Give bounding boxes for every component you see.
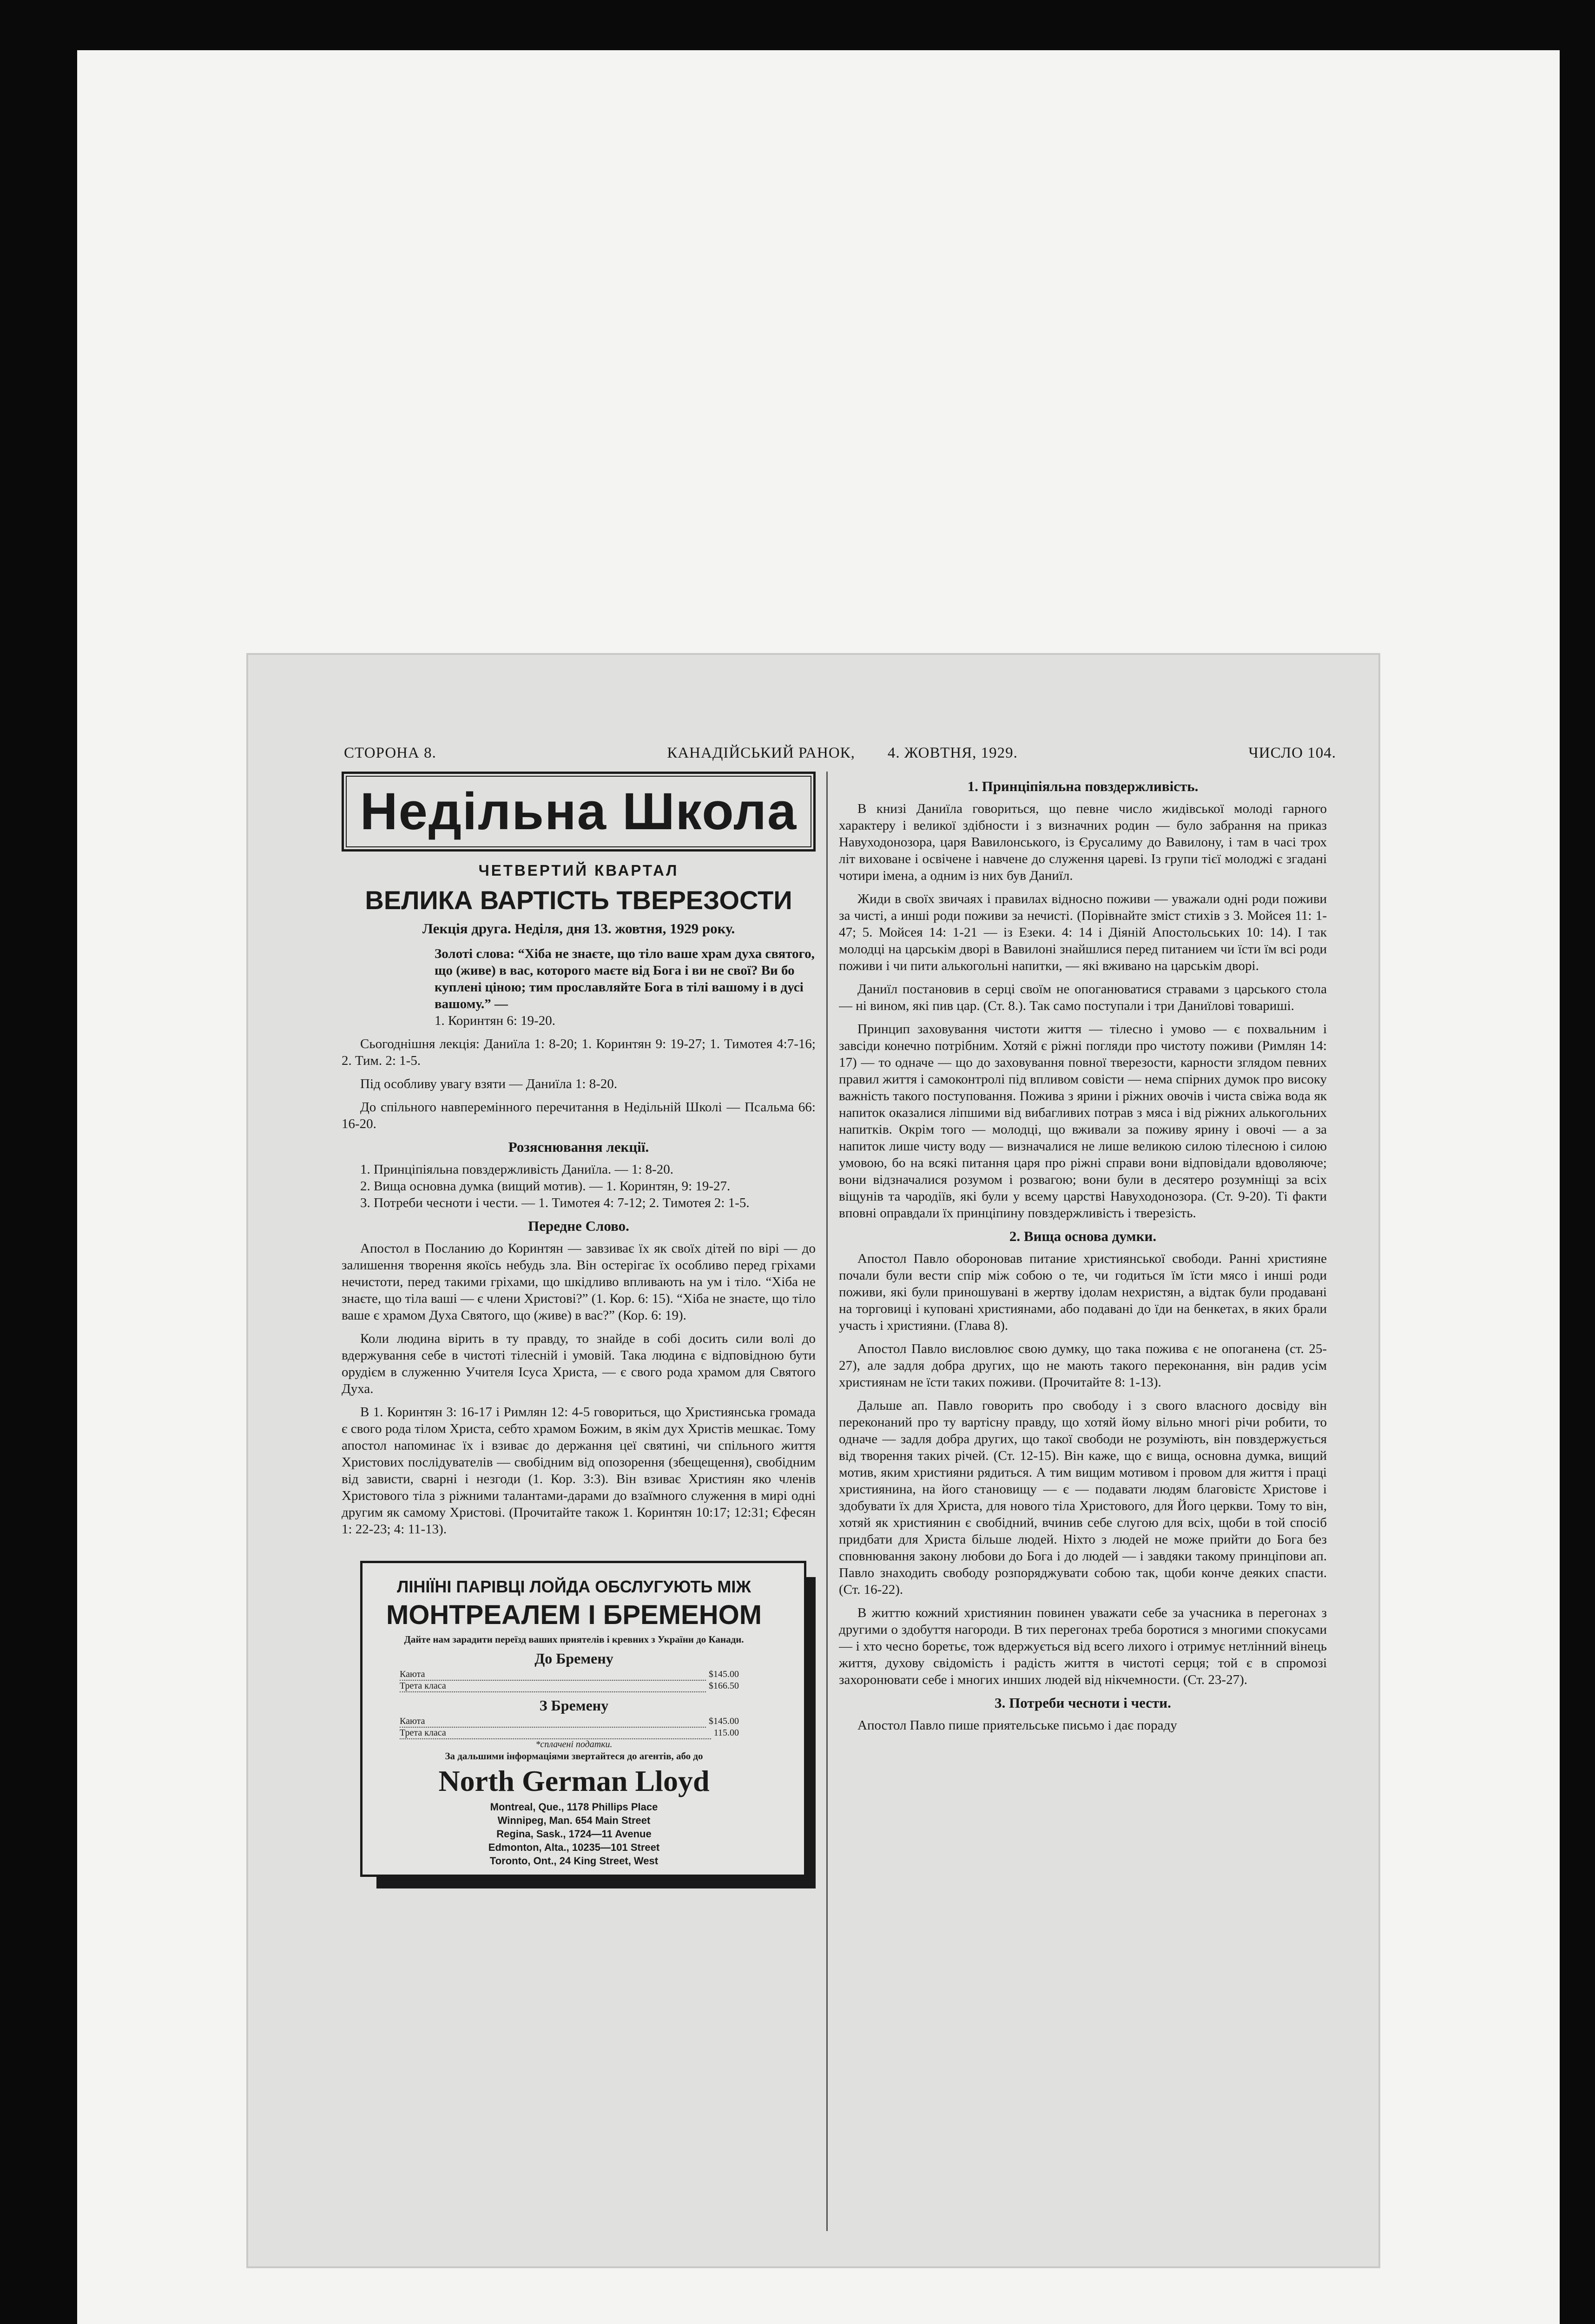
issue-number: ЧИСЛО 104. <box>1248 744 1336 761</box>
section-title: Недільна Школа <box>346 776 811 847</box>
ad-line-2: МОНТРЕАЛЕМ І БРЕМЕНОМ <box>386 1600 762 1630</box>
paragraph: Апостол Павло пише приятельське письмо і дає пораду <box>857 1718 1177 1733</box>
paragraph: Даниїл постановив в серці своїм не опоганюватися стравами з царського стола — ні вином, які пив цар. (Ст. 8.). Так само поступали і три Даниїлові товариші. <box>839 982 1327 1013</box>
price-row: Трета класа $166.50 <box>400 1681 739 1692</box>
paragraph: Коли людина вірить в ту правду, то знайде в собі досить сили волі до вдержування себе в чистоті тілесній і умовій. Така людина є відповідною бути орудієм в служенню Учителя Ісуса Христа, — є свого рода храмом для Святого Духа. <box>342 1331 816 1396</box>
golden-words <box>435 945 816 1029</box>
issue-date: 4. ЖОВТНЯ, 1929. <box>887 744 1018 761</box>
lesson-title: ВЕЛИКА ВАРТІСТЬ ТВЕРЕЗОСТИ <box>365 885 792 915</box>
paragraph: До спільного навперемінного перечитання в Недільній Школі — Псальма 66: 16-20. <box>342 1100 816 1131</box>
ad-tax-note: *сплачені податки. <box>535 1739 613 1750</box>
column-divider <box>826 772 828 2231</box>
page-number: СТОРОНА 8. <box>344 744 436 761</box>
lesson-subtitle: Лекція друга. Неділя, дня 13. жовтня, 1929 року. <box>422 920 735 937</box>
address: Regina, Sask., 1724—11 Avenue <box>496 1828 652 1840</box>
address: Edmonton, Alta., 10235—101 Street <box>488 1842 660 1853</box>
company-name: North German Lloyd <box>438 1764 710 1797</box>
address: Toronto, Ont., 24 King Street, West <box>489 1855 659 1867</box>
ad-from-bremen: З Бремену <box>539 1697 609 1714</box>
paragraph: Жиди в своїх звичаях і правилах відносно поживи — уважали одні роди поживи за чисті, а инші роди поживи за нечисті. (Порівнайте зміст стихів з 3. Мойсея 11: 1-47; 5. Мойсея 14: 1-21 — із Езеки. 4: 14 і Діяній Апостольських 10: 14). І так молодці на царськім дворі в Вавилоні знайшлися перед питанием чи їсти їм всі роди поживи і чи пити алькогольні напитки, — які вживано на царськім дворі. <box>839 891 1327 973</box>
left-column <box>342 772 816 2231</box>
paragraph: Апостол Павло висловлює свою думку, що така пожива є не опоганена (ст. 25-27), але задля добра других, що не мають такого переконання, він радив усім християнам не їсти таких поживи. (Прочитайте 8: 1-13). <box>839 1341 1327 1390</box>
list-item: 2. Вища основна думка (вищий мотив). — 1. Коринтян, 9: 19-27. <box>360 1179 731 1194</box>
price-row: Каюта $145.00 <box>400 1716 739 1728</box>
address: Montreal, Que., 1178 Phillips Place <box>490 1801 658 1813</box>
advertisement <box>360 1561 806 1877</box>
golden-text: “Хіба не знаєте, що тіло ваше храм духа святого, що (живе) в вас, которого маєте від Бога і ви не свої? Ви бо куплені ціною; тим прославляйте Бога в тілі вашому і в дусі вашому.” — <box>435 946 815 1011</box>
intro-title: Передне Слово. <box>528 1218 629 1234</box>
right-column <box>839 772 1327 2231</box>
paragraph: В книзі Даниїла говориться, що певне число жидівської молоді гарного характеру і великої здібности і з визначних родин — було забрання на приказ Навуходонозора, царя Вавилонського, із Єрусалиму до Вавилону, і там в часі трох літ виховане і освічене і навчене до служення цареві. Із групи тієї молоджі є згадані чотири імена, а одним із них був Даниїл. <box>839 801 1327 883</box>
paragraph: Сьогоднішня лекція: Даниїла 1: 8-20; 1. Коринтян 9: 19-27; 1. Тимотея 4:7-16; 2. Тим. 2: 1-5. <box>342 1037 816 1068</box>
paragraph: Під особливу увагу взяти — Даниїла 1: 8-20. <box>360 1076 618 1091</box>
outline-list <box>360 1161 816 1211</box>
ad-offer: Дайте нам зарадити переїзд ваших приятелів і кревних з України до Канади. <box>404 1634 744 1645</box>
paragraph: Апостол в Посланию до Коринтян — завзиває їх як своїх дітей по вірі — до залишення творення якоїсь небудь зла. Він остерігає їх особливо перед гріхами нечистоти, перед такими гріхами, що шкідливо впливають на ум і тіло. “Хіба не знаєте, що тіла ваші — є члени Христові?” (1. Кор. 6: 15). “Хіба не знаєте, що тіло ваше є храмом Духа Святого, що (живе) в вас?” (Кор. 6: 19). <box>342 1241 816 1323</box>
paragraph: Дальше ап. Павло говорить про свободу і з свого власного досвіду він переконаний про ту вартісну правду, що хотяй йому вільно многі річи робити, то одначе — задля добра других, що такої свободи не розуміють, він повздержується від творення таких річей. (Ст. 12-15). Він каже, що є вища, основна думка, вищий мотив, яким християни рядиться. А тим вищим мотивом і провом для життя і праці християнина, на його становищу — є — подавати людям благовістє Христове і здобувати їх для Христа, для нового тіла Христового, для Його церкви. Тому то він, хотяй як християнин є свобідний, вчинив себе слугою для всіх, щоби в той спосіб придбати для Христа більше людей. Ніхто з людей не може прийти до Бога без сповнювання закону любови до Бога і до людей — і завдяки такому принціпови ап. Павло знаходить свободу розпоряджувати собою так, щоби конче деяких спасти. (Ст. 16-22). <box>839 1398 1327 1597</box>
price-row: Каюта $145.00 <box>400 1669 739 1681</box>
section-3-title: 3. Потреби чесноти і чести. <box>995 1695 1171 1711</box>
newspaper-page <box>246 653 1380 2268</box>
golden-ref: 1. Коринтян 6: 19-20. <box>435 1013 556 1028</box>
ad-info: За дальшими інформаціями звертайтеся до агентів, або до <box>445 1750 703 1762</box>
golden-label: Золоті слова: <box>435 946 515 961</box>
price-row: Трета класа 115.00 <box>400 1728 739 1739</box>
ad-line-1: ЛІНІЇНІ ПАРІВЦІ ЛОЙДА ОБСЛУГУЮТЬ МІЖ <box>397 1577 751 1596</box>
paragraph: Принцип заховування чистоти життя — тілесно і умово — є похвальним і завсіди конечно потрібним. Хотяй є ріжні погляди про чистоту поживи (Римлян 14: 17) — то одначе — що до заховування повної тверезости, карности зглядом певних правил життя і самоконтролі під впливом совісти — нема спірних думок про високу важність такого поступовання. Пожива з ярини і ріжних овочів і чиста свіжа вода як напиток оказалися ліпшими від вибагливих потрав з мяса і від ріжних алькогольних напитків. Окрім того — молодці, що вживали за поживу ярину і овочі — а за напиток лише чисту воду — визначалися не лише великою силою тілесною і силою умовою, бо на всякі питання царя про ріжні справи вони відповідали вдоволяюче; вони відзначалися розумом і розвагою; вони були в десятеро розумніщі за всіх віщунів та чародіїв, які були у всему царстві Навуходонозора. (Ст. 9-20). Ті факти вповні оправдали їх принціпину повздержливість і тверезість. <box>839 1022 1327 1221</box>
paragraph: Апостол Павло обороновав питание християнської свободи. Ранні християне почали були вести спір між собою о те, чи годиться їм їсти мясо і инші роди поживи, які були приношувані в жертву ідолам нехристян, а відтак були продавані на торговиці і куповані християнами, або подавані до їди на бенкетах, в яких брали участь і християни. (Глава 8). <box>839 1251 1327 1333</box>
section-1-title: 1. Принціпіяльна повздержливість. <box>967 778 1199 794</box>
address: Winnipeg, Man. 654 Main Street <box>497 1815 651 1826</box>
quarter-label: ЧЕТВЕРТИЙ КВАРТАЛ <box>478 862 679 879</box>
list-item: 1. Принціпіяльна повздержливість Даниїла. — 1: 8-20. <box>360 1162 673 1177</box>
outline-title: Розяснювання лекції. <box>508 1139 649 1155</box>
section-title-box <box>342 772 816 852</box>
ad-to-bremen: До Бремену <box>534 1650 613 1667</box>
paragraph: В 1. Коринтян 3: 16-17 і Римлян 12: 4-5 говориться, що Християнська громада є свого рода тілом Христа, себто храмом Божим, в якім дух Христів мешкає. Тому апостол напоминає їх і взиває до держання цеї святині, чи спільного життя Христових послідувателів — свобідним від опозорення (збещещення), свобідним від зависти, сварні і незгоди (1. Кор. 3:3). Він взиває Християн яко членів Христового тіла з ріжними талантами-дарами до взаїмного служення в мирі одні другим як самому Христові. (Прочитайте також 1. Коринтян 10:17; 12:31; Єфесян 1: 22-23; 4: 11-13). <box>342 1405 816 1537</box>
newspaper-name: КАНАДІЙСЬКИЙ РАНОК, <box>667 744 855 761</box>
list-item: 3. Потреби чесноти і чести. — 1. Тимотея 4: 7-12; 2. Тимотея 2: 1-5. <box>360 1195 750 1210</box>
section-2-title: 2. Вища основа думки. <box>1009 1228 1157 1244</box>
paragraph: В життю кожний християнин повинен уважати себе за учасника в перегонах з другими о здобуття нагороди. В тих перегонах треба боротися з многими спокусами — і хто чесно боретьє, тож вдержується від всего лихого і отримує нетлінний вінець життя, духову свідомість і радість життя в чистоті серця; той є в спромозі захоронювати себе і многих инших людей від нікчемности. (Ст. 23-27). <box>839 1605 1327 1687</box>
page-header <box>344 741 1336 765</box>
